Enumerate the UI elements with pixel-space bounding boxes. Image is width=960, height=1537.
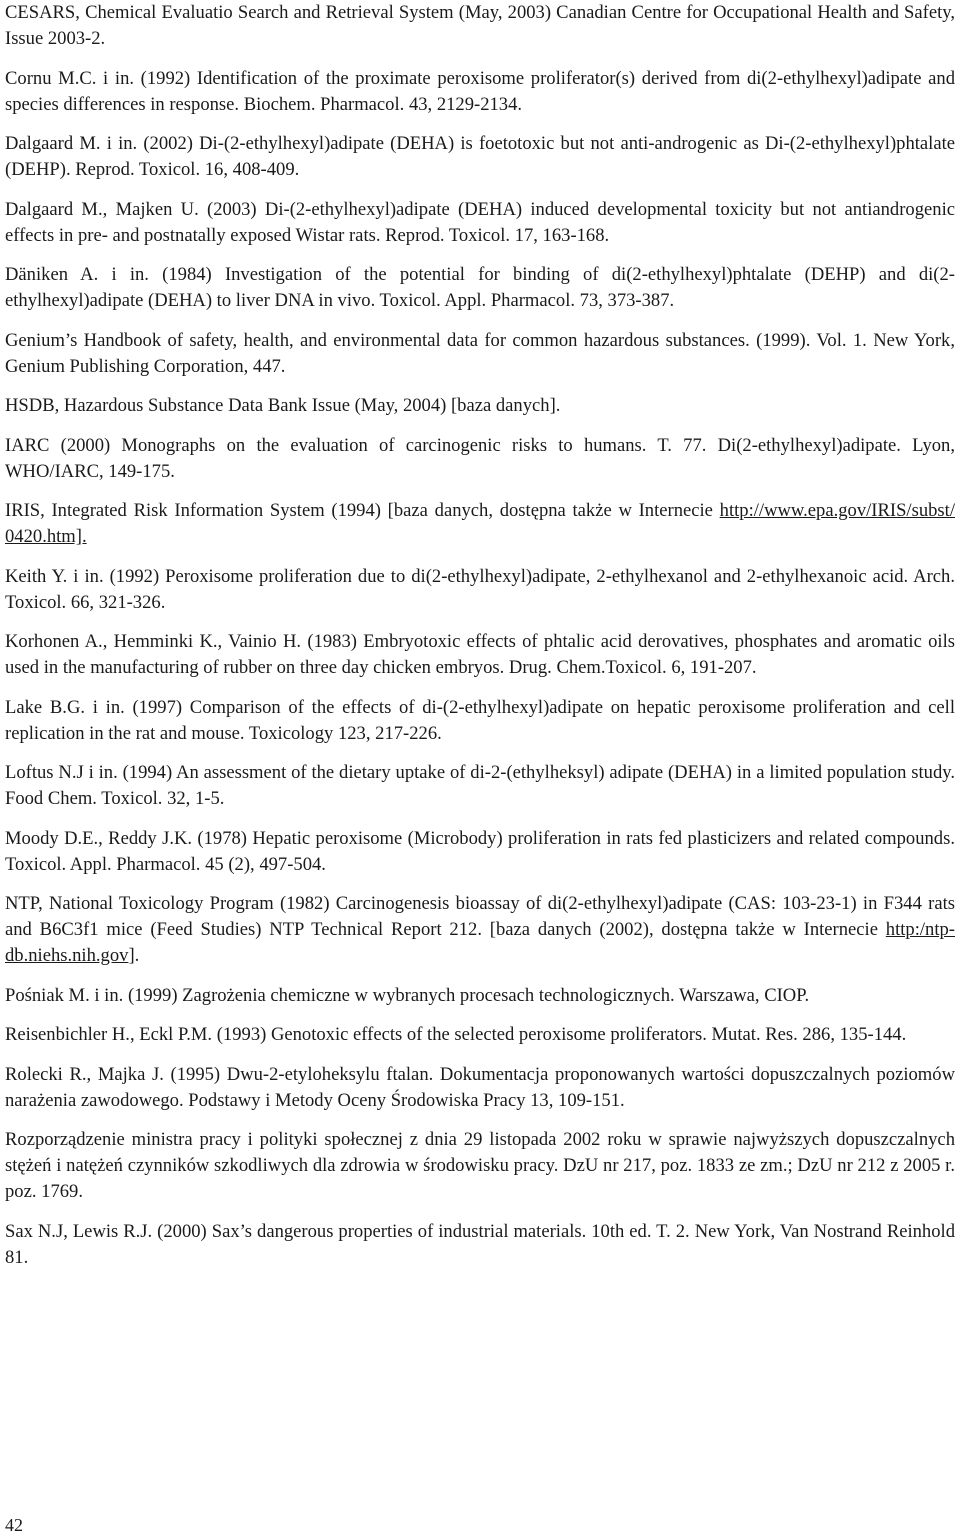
reference-rolecki: [5, 1062, 955, 1114]
reference-daniken: [5, 262, 955, 314]
page-number: 42: [5, 1515, 23, 1535]
reference-loftus: [5, 760, 955, 812]
reference-text: Dalgaard M. i in. (2002) Di-(2-ethylhexyl)adipate (DEHA) is foetotoxic but not anti-androgenic as Di-(2-ethylhexyl)phtalate (DEHP). Reprod. Toxicol. 16, 408-409.: [5, 133, 955, 180]
reference-dalgaard-2003: [5, 197, 955, 249]
reference-posniak: [5, 983, 955, 1009]
reference-iarc: [5, 433, 955, 485]
reference-text: Reisenbichler H., Eckl P.M. (1993) Genotoxic effects of the selected peroxisome proliferators. Mutat. Res. 286, 135-144.: [5, 1024, 907, 1045]
reference-list: [5, 0, 955, 1284]
reference-iris: [5, 498, 955, 550]
reference-text: Dalgaard M., Majken U. (2003) Di-(2-ethylhexyl)adipate (DEHA) induced developmental toxicity but not antiandrogenic effects in pre- and postnatally exposed Wistar rats. Reprod. Toxicol. 17, 163-168.: [5, 198, 955, 246]
reference-hsdb: [5, 393, 955, 419]
reference-lake: [5, 695, 955, 747]
reference-text: CESARS, Chemical Evaluatio Search and Retrieval System (May, 2003) Canadian Centre for Occupational Health and Safety, Issue 2003-2.: [5, 2, 955, 49]
reference-text-after: ].: [128, 945, 140, 966]
reference-cornu: [5, 66, 955, 118]
reference-link[interactable]: http:/ntp-db.niehs.nih.gov: [5, 919, 955, 966]
reference-text: IRIS, Integrated Risk Information System (1994) [baza danych, dostępna także w Internecie: [5, 500, 720, 521]
reference-rozporzadzenie: [5, 1127, 955, 1205]
reference-text: Keith Y. i in. (1992) Peroxisome proliferation due to di(2-ethylhexyl)adipate, 2-ethylhexanol and 2-ethylhexanoic acid. Arch. Toxicol. 66, 321-326.: [5, 565, 955, 613]
reference-moody: [5, 826, 955, 878]
reference-text: Däniken A. i in. (1984) Investigation of the potential for binding of di(2-ethylhexyl)phtalate (DEHP) and di(2-ethylhexyl)adipate (DEHA) to liver DNA in vivo. Toxicol. Appl. Pharmacol. 73, 373-387.: [5, 264, 955, 311]
reference-ntp: [5, 891, 955, 969]
reference-reisenbichler: [5, 1022, 955, 1048]
reference-text: Pośniak M. i in. (1999) Zagrożenia chemiczne w wybranych procesach technologicznych. Warszawa, CIOP.: [5, 984, 810, 1006]
reference-genium: [5, 328, 955, 380]
reference-text: Korhonen A., Hemminki K., Vainio H. (1983) Embryotoxic effects of phtalic acid derovatives, phosphates and aromatic oils used in the manufacturing of rubber on three day chicken embryos. Drug. Chem.Toxicol. 6, 191-207.: [5, 631, 955, 678]
reference-cesars: [5, 0, 955, 52]
reference-text: Loftus N.J i in. (1994) An assessment of the dietary uptake of di-2-(ethylheksyl) adipate (DEHA) in a limited population study. Food Chem. Toxicol. 32, 1-5.: [5, 762, 955, 809]
reference-text: IARC (2000) Monographs on the evaluation of carcinogenic risks to humans. T. 77. Di(2-ethylhexyl)adipate. Lyon, WHO/IARC, 149-175.: [5, 434, 955, 482]
reference-text: Cornu M.C. i in. (1992) Identification of the proximate peroxisome proliferator(s) derived from di(2-ethylhexyl)adipate and species differences in response. Biochem. Pharmacol. 43, 2129-2134.: [5, 67, 955, 115]
reference-keith: [5, 564, 955, 616]
reference-sax: [5, 1219, 955, 1271]
reference-text: Sax N.J, Lewis R.J. (2000) Sax’s dangerous properties of industrial materials. 10th ed. T. 2. New York, Van Nostrand Reinhold 81.: [5, 1220, 955, 1268]
reference-text: HSDB, Hazardous Substance Data Bank Issue (May, 2004) [baza danych].: [5, 395, 561, 416]
reference-text: NTP, National Toxicology Program (1982) Carcinogenesis bioassay of di(2-ethylhexyl)adipate (CAS: 103-23-1) in F344 rats and B6C3f1 mice (Feed Studies) NTP Technical Report 212. [baza danych (2002), dostępna także w Internecie: [5, 893, 955, 940]
reference-text: Rozporządzenie ministra pracy i polityki społecznej z dnia 29 listopada 2002 roku w sprawie najwyższych dopuszczalnych stężeń i natężeń czynników szkodliwych dla zdrowia w środowisku pracy. DzU nr 217, poz. 1833 ze zm.; DzU nr 212 z 2005 r. poz. 1769.: [5, 1129, 955, 1202]
reference-dalgaard-2002: [5, 131, 955, 183]
reference-text: Moody D.E., Reddy J.K. (1978) Hepatic peroxisome (Microbody) proliferation in rats fed plasticizers and related compounds. Toxicol. Appl. Pharmacol. 45 (2), 497-504.: [5, 827, 955, 875]
reference-text: Lake B.G. i in. (1997) Comparison of the effects of di-(2-ethylhexyl)adipate on hepatic peroxisome proliferation and cell replication in the rat and mouse. Toxicology 123, 217-226.: [5, 696, 955, 744]
reference-korhonen: [5, 629, 955, 681]
reference-text: Rolecki R., Majka J. (1995) Dwu-2-etyloheksylu ftalan. Dokumentacja proponowanych wartości dopuszczalnych poziomów narażenia zawodowego. Podstawy i Metody Oceny Środowiska Pracy 13, 109-151.: [5, 1063, 955, 1111]
reference-link[interactable]: http://www.epa.gov/IRIS/subst/ 0420.htm].: [5, 500, 955, 547]
reference-text: Genium’s Handbook of safety, health, and environmental data for common hazardous substances. (1999). Vol. 1. New York, Genium Publishing Corporation, 447.: [5, 329, 955, 377]
